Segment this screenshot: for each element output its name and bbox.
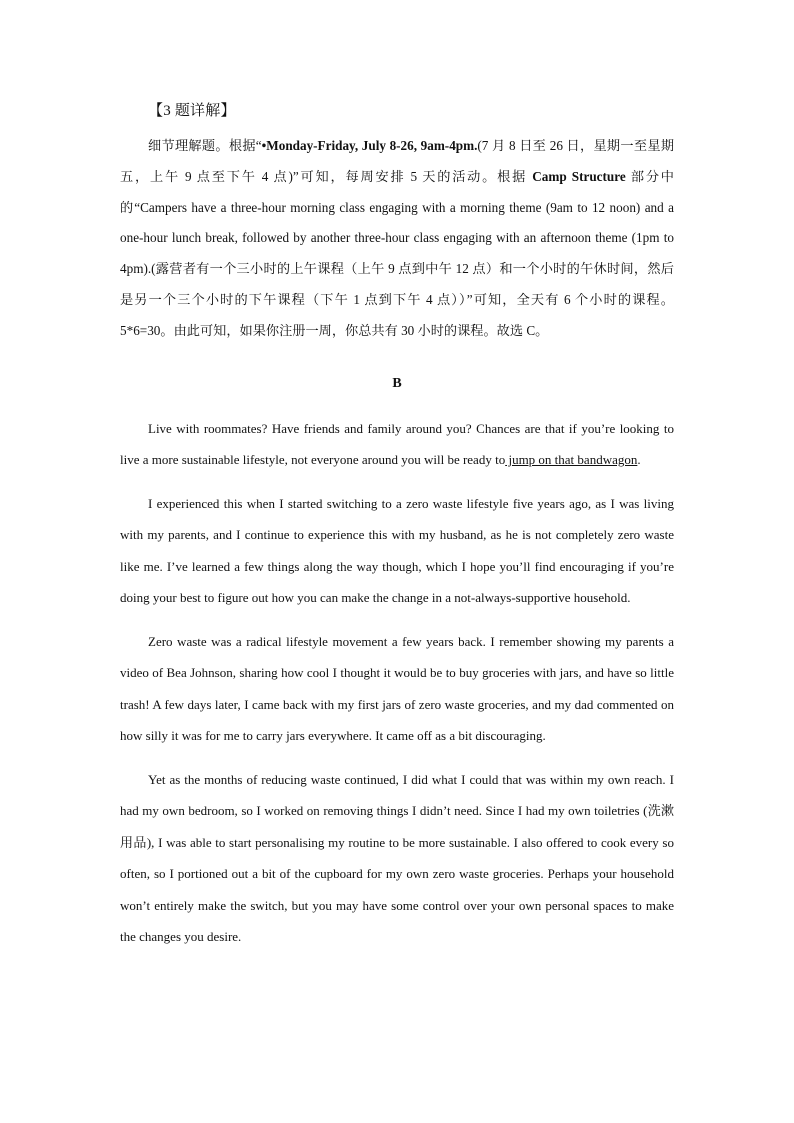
passage-paragraph-3: Zero waste was a radical lifestyle movement a few years back. I remember showing my parents a video of Bea Johnson, sharing how cool I thought it would be to buy groceries with jars, and have so little trash! A few days later, I came back with my first jars of zero waste groceries, and my dad commented on how silly it was for me to carry jars everywhere. It came off as a bit discouraging. bbox=[120, 633, 674, 744]
paragraph-1-text: Live with roommates? Have friends and family around you? Chances are that if you’re looking to live a more sustainable lifestyle, not everyone around you will be ready to bbox=[120, 420, 674, 468]
explanation-text-3: 部分中的“Campers have a three-hour morning class engaging with a morning theme (9am to 12 noon) and a one-hour lunch break, followed by another three-hour class engaging with an afternoon theme (1pm to 4pm).(露营者有一个三小时的上午课程（上午 9 点到中午 12 点）和一个小时的午休时间，然后是另一个三个小时的下午课程（下午 1 点到下午 4 点））”可知，全天有 6 个小时的课程。5*6=30。由此可知，如果你注册一周，你总共有 30 小时的课程。故选 C。 bbox=[120, 168, 674, 338]
explanation-block bbox=[120, 131, 674, 347]
explanation-bold-1: •Monday-Friday, July 8-26, 9am-4pm. bbox=[261, 138, 478, 153]
document-page bbox=[120, 96, 674, 953]
paragraph-1-period: . bbox=[637, 452, 641, 468]
passage-paragraph-4: Yet as the months of reducing waste continued, I did what I could that was within my own reach. I had my own bedroom, so I worked on removing things I didn’t need. Since I had my own toiletries (洗漱用品), I was able to start personalising my routine to be more sustainable. I also offered to cook every so often, so I portioned out a bit of the cupboard for my own zero waste groceries. Perhaps your household won’t entirely make the switch, but you may have some control over your own personal spaces to make the changes you desire. bbox=[120, 771, 674, 945]
underlined-phrase: jump on that bandwagon bbox=[505, 452, 638, 468]
passage-paragraph-2: I experienced this when I started switching to a zero waste lifestyle five years ago, as I was living with my parents, and I continue to experience this with my husband, as he is not completely zero waste like me. I’ve learned a few things along the way though, which I hope you’ll find encouraging if you’re doing your best to figure out how you can make the change in a not-always-supportive household. bbox=[120, 495, 674, 606]
explanation-bold-2: Camp Structure bbox=[532, 168, 626, 184]
explanation-text-1: 细节理解题。根据“ bbox=[148, 138, 262, 153]
section-heading: 【3 题详解】 bbox=[148, 103, 236, 119]
passage-label: B bbox=[392, 375, 402, 391]
explanation-paragraph bbox=[120, 131, 674, 347]
explanation-text-2: (7 月 8 日至 26 日，星期一至星期五，上午 9 点至下午 4 点)”可知，每周安排 5 天的活动。根据 bbox=[120, 138, 675, 184]
passage-paragraph-1 bbox=[120, 413, 674, 476]
